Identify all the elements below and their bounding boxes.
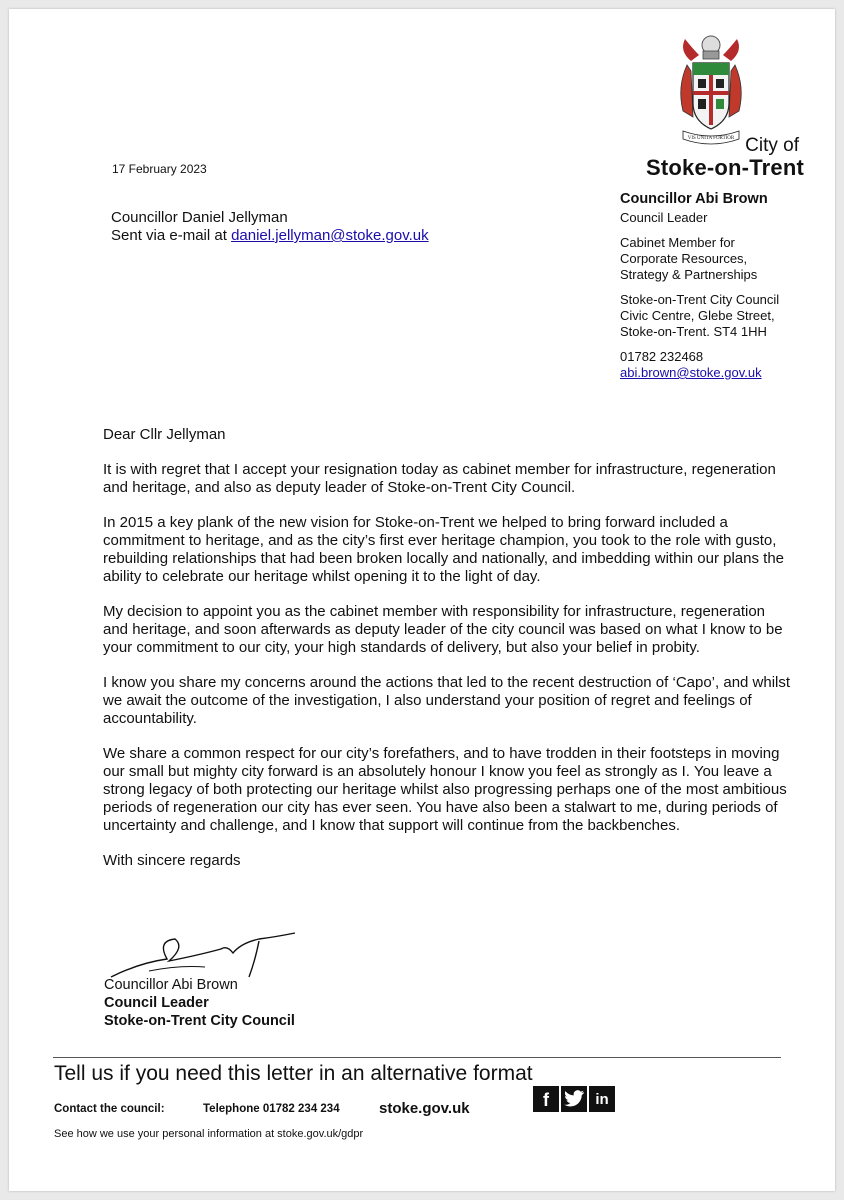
- contact-label: Contact the council:: [54, 1103, 165, 1115]
- recipient-block: [111, 209, 429, 245]
- crest-motto: VIS UNITA FORTIOR: [687, 136, 735, 141]
- sender-address-line: Civic Centre, Glebe Street,: [620, 308, 775, 323]
- signoff-block: [104, 976, 295, 1030]
- city-name-logo: Stoke-on-Trent: [645, 155, 804, 180]
- sender-block: [620, 191, 820, 381]
- facebook-icon[interactable]: f: [533, 1086, 559, 1112]
- sender-cabinet-role: Strategy & Partnerships: [620, 267, 758, 282]
- sent-via-label: Sent via e-mail at: [111, 227, 227, 244]
- linkedin-icon[interactable]: in: [589, 1086, 615, 1112]
- telephone-number: Telephone 01782 234 234: [203, 1103, 340, 1115]
- recipient-name: Councillor Daniel Jellyman: [111, 209, 288, 226]
- sender-role: Council Leader: [620, 210, 708, 225]
- salutation: Dear Cllr Jellyman: [103, 426, 226, 443]
- sender-address-line: Stoke-on-Trent City Council: [620, 292, 780, 307]
- sender-address-line: Stoke-on-Trent. ST4 1HH: [620, 324, 767, 339]
- alternative-format-notice: Tell us if you need this letter in an alternative format: [54, 1062, 533, 1085]
- paragraph: In 2015 a key plank of the new vision for Stoke-on-Trent we helped to bring forward included a commitment to heritage, and as the city’s first ever heritage champion, you took to the role with gusto, rebuilding relationships that had been broken locally and nationally, and imbedding within our plans the ability to celebrate our heritage whilst opening it to the light of day.: [103, 514, 785, 585]
- sender-cabinet-role: Cabinet Member for: [620, 235, 735, 250]
- gdpr-notice: See how we use your personal information at stoke.gov.uk/gdpr: [54, 1128, 364, 1140]
- social-icons: [533, 1086, 617, 1112]
- website-link[interactable]: stoke.gov.uk: [379, 1100, 470, 1117]
- signoff-org: Stoke-on-Trent City Council: [104, 1013, 295, 1029]
- twitter-icon[interactable]: [561, 1086, 587, 1112]
- recipient-email-link[interactable]: daniel.jellyman@stoke.gov.uk: [231, 227, 429, 244]
- sender-phone: 01782 232468: [620, 349, 704, 364]
- letter-page: [9, 9, 835, 1191]
- paragraph: My decision to appoint you as the cabinet member with responsibility for infrastructure, regeneration and heritage, and soon afterwards as deputy leader of the city council was based on what I know to be your commitment to our city, your high standards of delivery, but also your belief in probity.: [103, 603, 783, 656]
- sender-cabinet-role: Corporate Resources,: [620, 251, 748, 266]
- paragraph: We share a common respect for our city’s forefathers, and to have trodden in their footsteps in moving our small but mighty city forward is an absolutely honour I know you feel as strongly as I. You leave a strong legacy of both protecting our heritage whilst also progressing perhaps one of the most ambitious periods of regeneration our city has ever seen. You have also been a stalwart to me, during periods of uncertainty and challenge, and I know that support will continue from the backbenches.: [103, 745, 787, 834]
- paragraph: It is with regret that I accept your resignation today as cabinet member for infrastructure, regeneration and heritage, and also as deputy leader of Stoke-on-Trent City Council.: [103, 461, 776, 496]
- signoff-title: Council Leader: [104, 995, 209, 1011]
- city-of-label: City of: [745, 135, 799, 156]
- letter-body: [103, 426, 793, 887]
- sender-email-link[interactable]: abi.brown@stoke.gov.uk: [620, 365, 762, 380]
- sender-name: Councillor Abi Brown: [620, 191, 768, 207]
- footer-divider: [53, 1057, 781, 1058]
- paragraph: I know you share my concerns around the actions that led to the recent destruction of ‘Capo’, and whilst we await the outcome of the investigation, I also understand your position of regret and feelings of accountability.: [103, 674, 791, 727]
- closing: With sincere regards: [103, 852, 241, 869]
- letter-date: 17 February 2023: [112, 162, 207, 176]
- signoff-name: Councillor Abi Brown: [104, 977, 238, 993]
